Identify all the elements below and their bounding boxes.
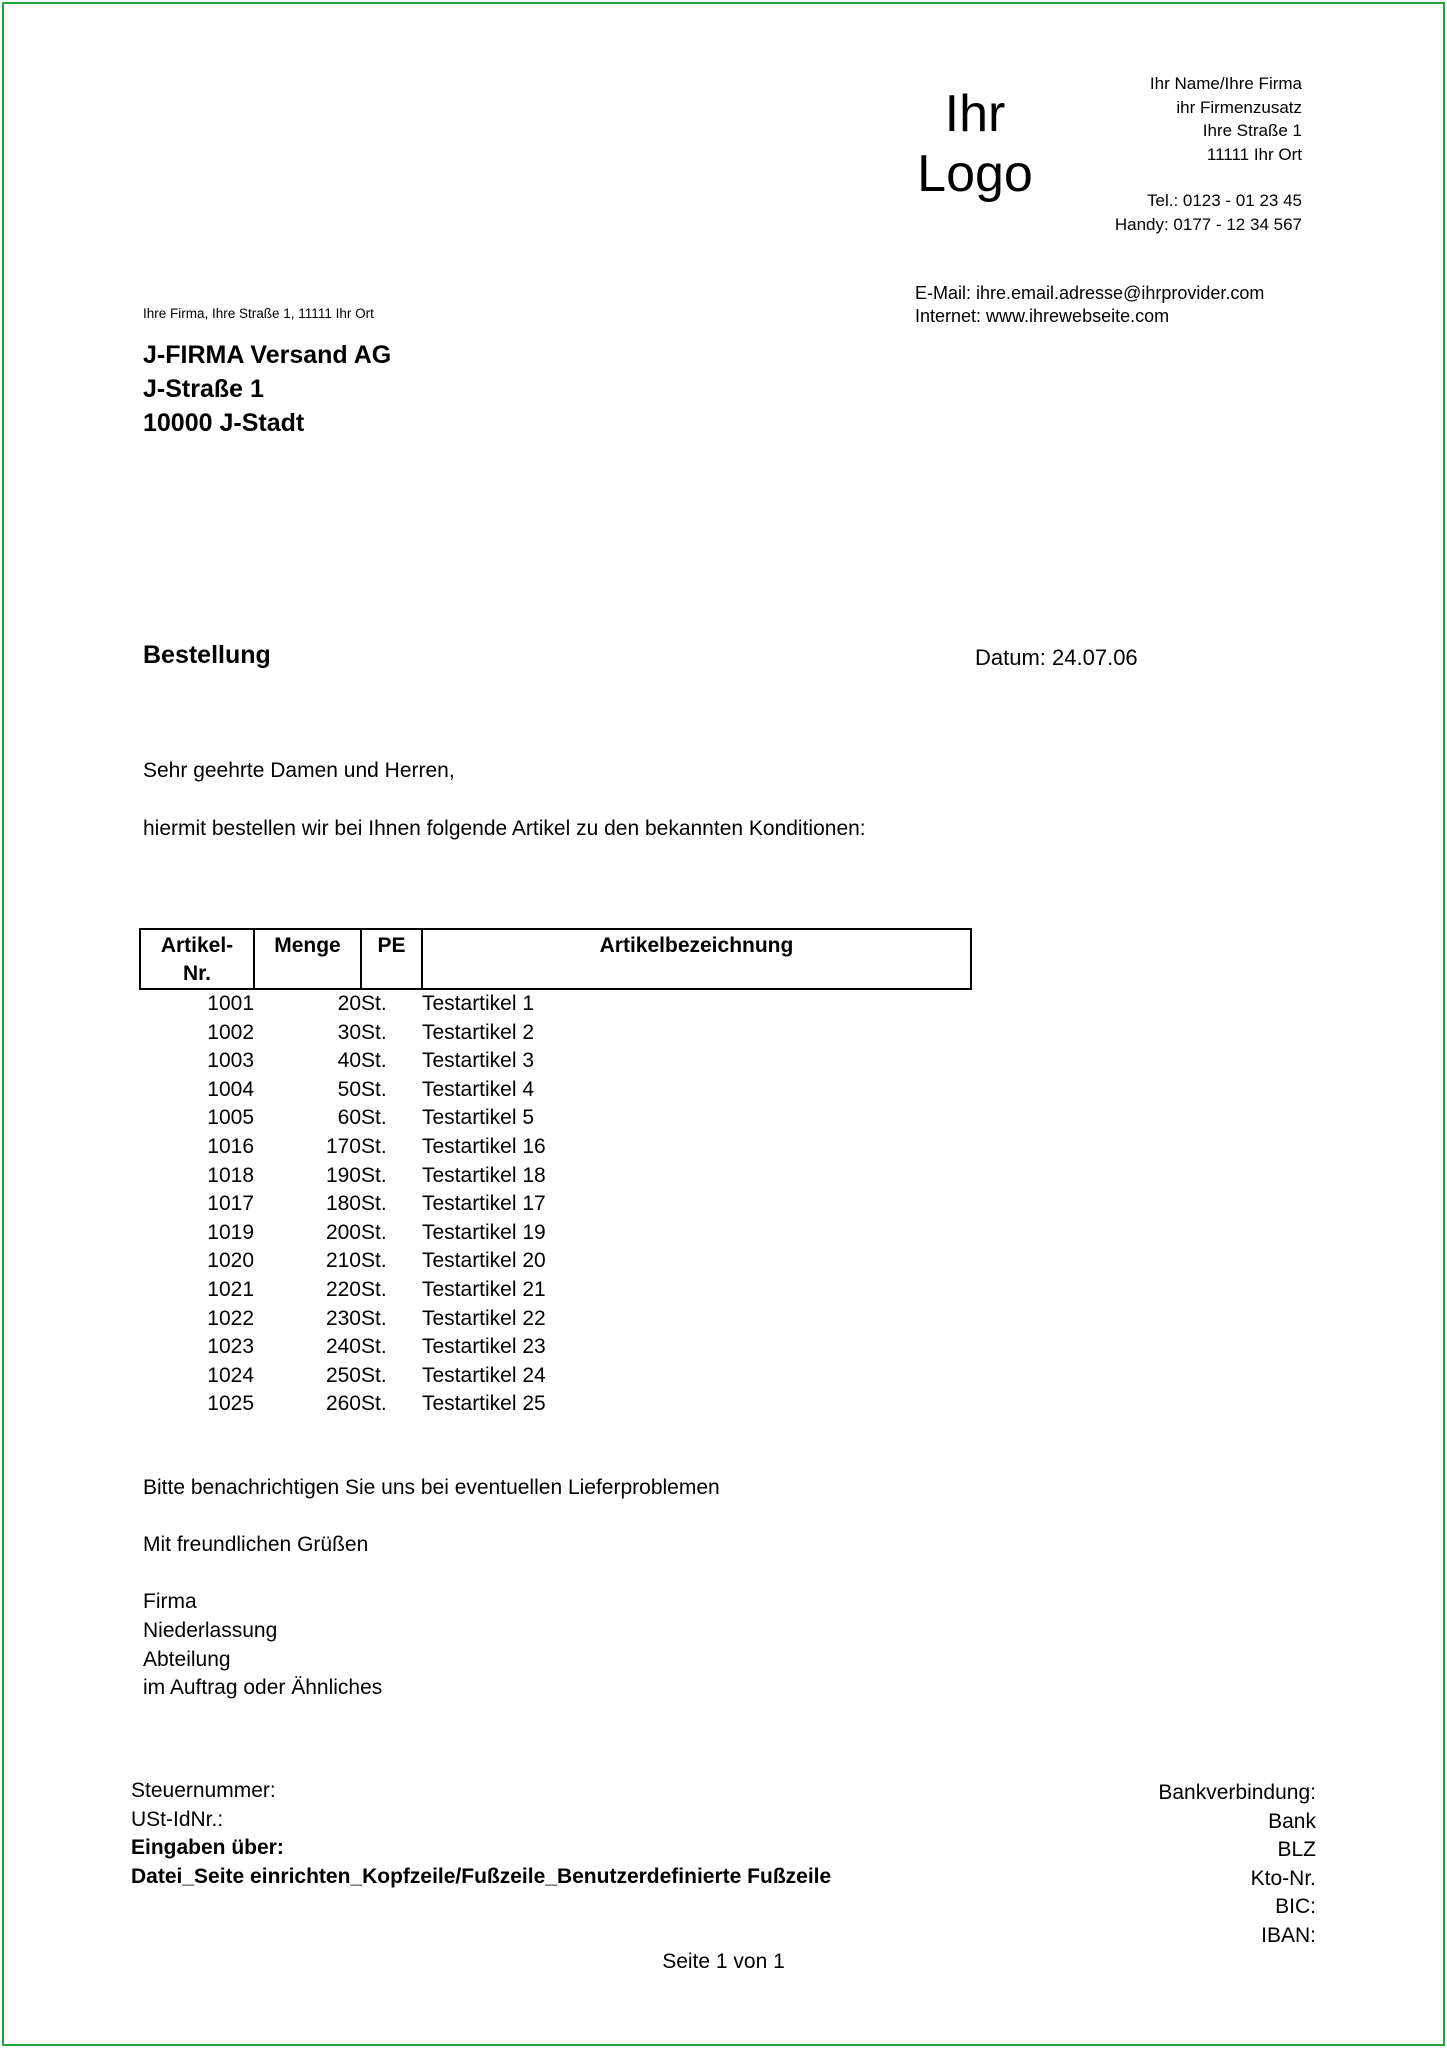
table-row — [140, 1104, 971, 1133]
cell-article-no: 1021 — [207, 1277, 254, 1301]
cell-quantity: 180 — [325, 1192, 361, 1216]
cell-description: Testartikel 19 — [422, 1220, 546, 1244]
cell-unit: St. — [361, 1077, 387, 1101]
cell-quantity: 210 — [325, 1249, 361, 1273]
cell-description: Testartikel 24 — [422, 1363, 546, 1387]
cell-quantity: 20 — [337, 992, 361, 1015]
intro-text: hiermit bestellen wir bei Ihnen folgende Artikel zu den bekannten Konditionen: — [143, 817, 866, 840]
table-row — [140, 1219, 971, 1248]
tax-number-label: Steuernummer: — [131, 1779, 276, 1802]
cell-quantity: 200 — [325, 1220, 361, 1244]
table-row — [140, 989, 971, 1019]
cell-description: Testartikel 21 — [422, 1277, 546, 1301]
cell-article-no: 1023 — [207, 1335, 254, 1359]
signature-line: im Auftrag oder Ähnliches — [143, 1676, 383, 1700]
sender-contact-block — [915, 282, 1264, 328]
header-description: Artikelbezeichnung — [422, 929, 971, 989]
table-row — [140, 1047, 971, 1076]
cell-quantity: 60 — [337, 1106, 361, 1130]
cell-unit: St. — [361, 1392, 387, 1416]
recipient-address-block — [143, 338, 391, 440]
cell-quantity: 220 — [325, 1277, 361, 1301]
cell-article-no: 1004 — [207, 1077, 254, 1101]
header-article-no: Artikel- Nr. — [140, 929, 254, 989]
cell-article-no: 1003 — [207, 1049, 254, 1073]
cell-description: Testartikel 1 — [422, 992, 535, 1015]
header-quantity: Menge — [254, 929, 361, 989]
cell-article-no: 1019 — [207, 1220, 254, 1244]
return-address-line: Ihre Firma, Ihre Straße 1, 11111 Ihr Ort — [143, 306, 374, 321]
table-row — [140, 1076, 971, 1105]
cell-unit: St. — [361, 1049, 387, 1073]
cell-unit: St. — [361, 1192, 387, 1216]
cell-description: Testartikel 5 — [422, 1106, 535, 1130]
cell-article-no: 1016 — [207, 1134, 254, 1158]
sender-internet: Internet: www.ihrewebseite.com — [915, 306, 1170, 326]
cell-article-no: 1001 — [207, 992, 254, 1015]
cell-description: Testartikel 2 — [422, 1020, 535, 1044]
cell-unit: St. — [361, 1220, 387, 1244]
cell-description: Testartikel 22 — [422, 1306, 546, 1330]
cell-article-no: 1018 — [207, 1163, 254, 1187]
table-row — [140, 1019, 971, 1048]
cell-article-no: 1024 — [207, 1363, 254, 1387]
iban-label: IBAN: — [1261, 1923, 1316, 1947]
account-label: Kto-Nr. — [1250, 1866, 1316, 1890]
table-row — [140, 1390, 971, 1419]
table-row — [140, 1305, 971, 1334]
order-table-header — [140, 929, 971, 989]
letter-date: Datum: 24.07.06 — [975, 645, 1138, 670]
signature-line: Abteilung — [143, 1647, 231, 1671]
header-unit: PE — [361, 929, 422, 989]
cell-description: Testartikel 3 — [422, 1049, 535, 1073]
cell-unit: St. — [361, 992, 387, 1015]
letter-subject: Bestellung — [143, 641, 271, 669]
page-number: Seite 1 von 1 — [662, 1950, 785, 1973]
sender-phone: Tel.: 0123 - 01 23 45 — [1146, 191, 1302, 210]
sender-email: E-Mail: ihre.email.adresse@ihrprovider.com — [915, 283, 1265, 303]
vat-id-label: USt-IdNr.: — [131, 1807, 224, 1831]
cell-unit: St. — [361, 1335, 387, 1359]
cell-article-no: 1017 — [207, 1192, 254, 1216]
recipient-street: J-Straße 1 — [143, 375, 264, 403]
sender-name: Ihr Name/Ihre Firma — [1149, 74, 1302, 93]
cell-article-no: 1005 — [207, 1106, 254, 1130]
cell-quantity: 50 — [337, 1077, 361, 1101]
bic-label: BIC: — [1275, 1895, 1316, 1919]
cell-article-no: 1002 — [207, 1020, 254, 1044]
footer-bank-block — [1158, 1779, 1316, 1951]
sender-address-block — [1115, 72, 1302, 236]
table-row — [140, 1190, 971, 1219]
cell-quantity: 170 — [325, 1134, 361, 1158]
input-path: Datei_Seite einrichten_Kopfzeile/Fußzeile_Benutzerdefinierte Fußzeile — [131, 1864, 832, 1888]
recipient-company: J-FIRMA Versand AG — [143, 341, 392, 369]
sender-city: 11111 Ihr Ort — [1206, 144, 1302, 164]
logo-placeholder — [900, 84, 1050, 204]
table-row — [140, 1247, 971, 1276]
cell-quantity: 260 — [325, 1392, 361, 1416]
table-row — [140, 1276, 971, 1305]
cell-article-no: 1022 — [207, 1306, 254, 1330]
closing-block — [143, 1474, 720, 1703]
cell-quantity: 240 — [325, 1335, 361, 1359]
input-hint: Eingaben über: — [131, 1836, 284, 1860]
footer-left-block — [131, 1777, 831, 1891]
bank-label: Bank — [1268, 1809, 1316, 1833]
order-table — [139, 928, 972, 1419]
cell-quantity: 190 — [325, 1163, 361, 1187]
cell-description: Testartikel 4 — [422, 1077, 535, 1101]
cell-unit: St. — [361, 1106, 387, 1130]
cell-description: Testartikel 16 — [422, 1134, 546, 1158]
cell-unit: St. — [361, 1249, 387, 1273]
table-row — [140, 1333, 971, 1362]
cell-article-no: 1025 — [207, 1392, 254, 1416]
cell-quantity: 30 — [337, 1020, 361, 1044]
cell-unit: St. — [361, 1163, 387, 1187]
cell-unit: St. — [361, 1306, 387, 1330]
cell-description: Testartikel 23 — [422, 1335, 546, 1359]
recipient-city: 10000 J-Stadt — [143, 409, 305, 437]
cell-quantity: 230 — [325, 1306, 361, 1330]
signature-line: Niederlassung — [143, 1618, 278, 1642]
table-row — [140, 1162, 971, 1191]
cell-description: Testartikel 18 — [422, 1163, 546, 1187]
cell-article-no: 1020 — [207, 1249, 254, 1273]
logo-line-1: Ihr — [944, 85, 1006, 143]
cell-description: Testartikel 17 — [422, 1192, 546, 1216]
cell-quantity: 40 — [337, 1049, 361, 1073]
cell-quantity: 250 — [325, 1363, 361, 1387]
cell-unit: St. — [361, 1020, 387, 1044]
cell-unit: St. — [361, 1363, 387, 1387]
signature-line: Firma — [143, 1590, 197, 1614]
cell-description: Testartikel 20 — [422, 1249, 546, 1273]
table-row — [140, 1362, 971, 1391]
cell-description: Testartikel 25 — [422, 1392, 546, 1416]
sender-addition: ihr Firmenzusatz — [1176, 97, 1302, 117]
sender-street: Ihre Straße 1 — [1202, 121, 1302, 140]
bank-details-label: Bankverbindung: — [1158, 1781, 1316, 1804]
blz-label: BLZ — [1277, 1838, 1316, 1862]
delivery-notice: Bitte benachrichtigen Sie uns bei eventuellen Lieferproblemen — [143, 1476, 720, 1499]
greeting: Mit freundlichen Grüßen — [143, 1533, 369, 1557]
table-row — [140, 1133, 971, 1162]
cell-unit: St. — [361, 1134, 387, 1158]
logo-line-2: Logo — [917, 145, 1033, 203]
cell-unit: St. — [361, 1277, 387, 1301]
sender-mobile: Handy: 0177 - 12 34 567 — [1114, 214, 1302, 234]
salutation: Sehr geehrte Damen und Herren, — [143, 759, 455, 782]
